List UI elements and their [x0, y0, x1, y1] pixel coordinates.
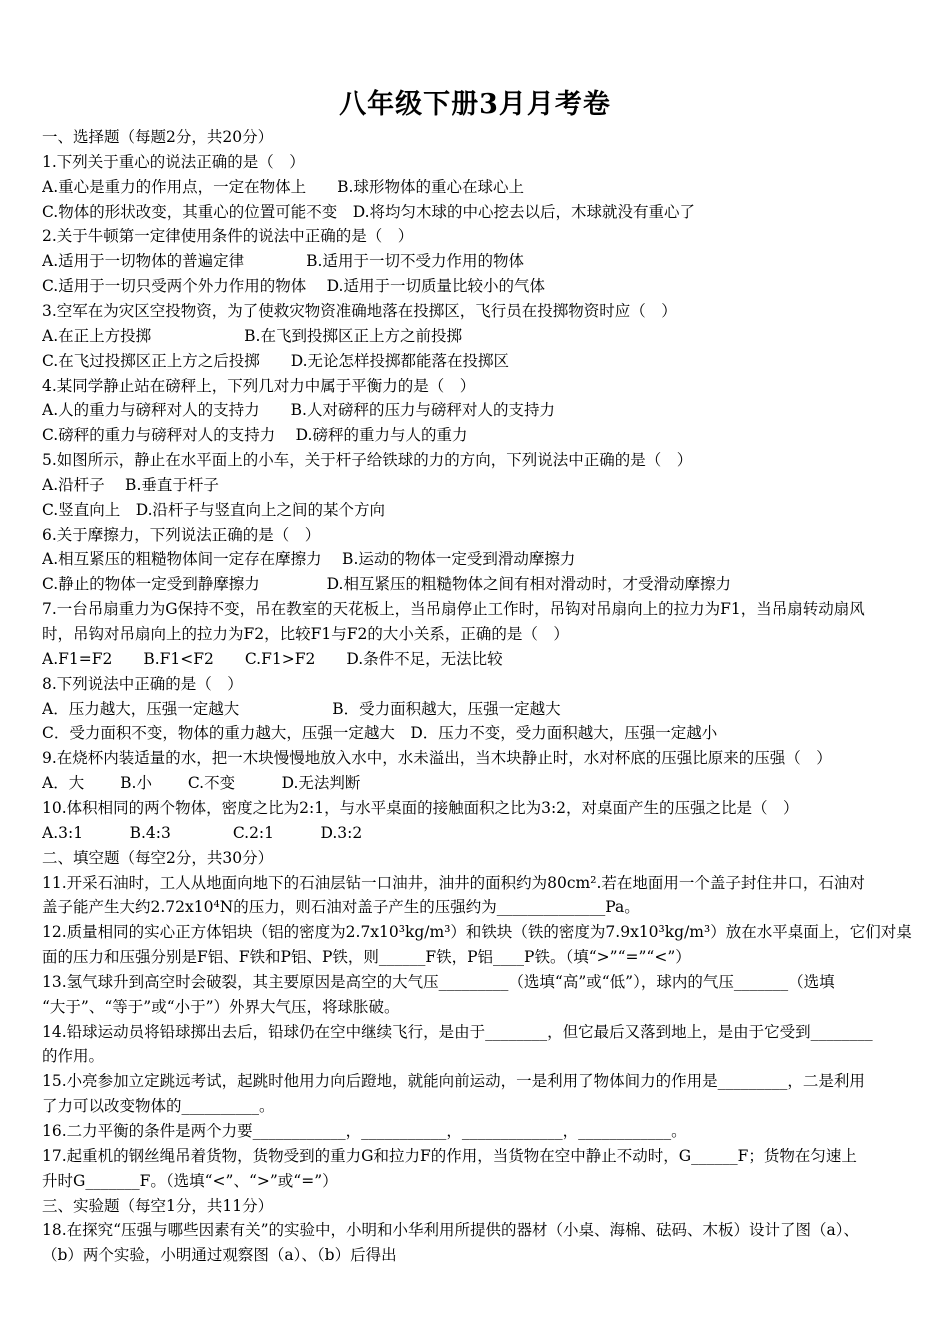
text-line-content: 16.二力平衡的条件是两个力要____________，___________，_____________，____________。: [42, 1122, 687, 1140]
text-line: [42, 1044, 914, 1069]
text-line-content: 11.开采石油时，工人从地面向地下的石油层钻一口油井，油井的面积约为80cm².若在地面用一个盖子封住井口，石油对: [42, 873, 865, 892]
text-line-content: 4.某同学静止站在磅秤上，下列几对力中属于平衡力的是（ ）: [42, 376, 476, 395]
text-line: [42, 1144, 914, 1169]
text-line-content: A.重心是重力的作用点，一定在物体上 B.球形物体的重心在球心上: [42, 177, 524, 196]
text-line-content: 了力可以改变物体的__________。: [42, 1097, 275, 1116]
text-line-content: 10.体积相同的两个物体，密度之比为2:1，与水平桌面的接触面积之比为3:2，对桌面产生的压强之比是（ ）: [42, 798, 799, 817]
text-line-content: A．压力越大，压强一定越大 B．受力面积越大，压强一定越大: [42, 699, 561, 718]
text-line: [42, 1218, 914, 1243]
text-line: [42, 473, 914, 498]
text-line-content: 13.氢气球升到高空时会破裂，其主要原因是高空的大气压_________（选填“高”或“低”），球内的气压_______（选填: [42, 972, 835, 991]
text-line: [42, 1094, 914, 1119]
text-line-content: A.3:1 B.4:3 C.2:1 D.3:2: [42, 823, 363, 842]
text-line: [42, 697, 914, 722]
text-line: [42, 274, 914, 299]
text-line: [42, 647, 914, 672]
text-line: [42, 672, 914, 697]
text-line: [42, 871, 914, 896]
text-line: [42, 721, 914, 746]
text-line-content: 面的压力和压强分别是F铝、F铁和P铝、P铁，则______F铁，P铝____P铁。（填“>”“=”“<”）: [42, 948, 691, 967]
text-line: [42, 1069, 914, 1094]
text-line: [42, 175, 914, 200]
text-line: [42, 1243, 914, 1268]
text-line: [42, 150, 914, 175]
text-line: [42, 1020, 914, 1045]
text-line-content: C.物体的形状改变，其重心的位置可能不变 D.将均匀木球的中心挖去以后，木球就没有重心了: [42, 202, 696, 221]
text-line-content: 17.起重机的钢丝绳吊着货物，货物受到的重力G和拉力F的作用，当货物在空中静止不动时，G______F；货物在匀速上: [42, 1146, 857, 1165]
text-line: [42, 324, 914, 349]
text-line: [42, 1119, 914, 1144]
text-line: [42, 597, 914, 622]
text-line: [42, 895, 914, 920]
text-line-content: A.相互紧压的粗糙物体间一定存在摩擦力 B.运动的物体一定受到滑动摩擦力: [42, 550, 576, 569]
text-line: [42, 622, 914, 647]
text-line: [42, 970, 914, 995]
text-line-content: 二、填空题（每空2分，共30分）: [42, 848, 274, 867]
text-line-content: 一、选择题（每题2分，共20分）: [42, 128, 274, 146]
text-line-content: 9.在烧杯内装适量的水，把一木块慢慢地放入水中，水未溢出，当木块静止时，水对杯底的压强比原来的压强（ ）: [42, 749, 832, 768]
text-line: [42, 448, 914, 473]
text-line-content: 7.一台吊扇重力为G保持不变，吊在教室的天花板上，当吊扇停止工作时，吊钩对吊扇向上的拉力为F1，当吊扇转动扇风: [42, 600, 865, 619]
text-line-content: 12.质量相同的实心正方体铝块（铝的密度为2.7x10³kg/m³）和铁块（铁的密度为7.9x10³kg/m³）放在水平桌面上，它们对桌: [42, 923, 912, 942]
text-line: [42, 200, 914, 225]
text-line: [42, 1169, 914, 1194]
text-line: [42, 821, 914, 846]
text-line-content: 升时G_______F。（选填“<”、“>”或“=”）: [42, 1171, 338, 1190]
text-line: [42, 920, 914, 945]
text-line: [42, 796, 914, 821]
text-line-content: C.静止的物体一定受到静摩擦力 D.相互紧压的粗糙物体之间有相对滑动时，才受滑动摩擦力: [42, 575, 731, 594]
text-line: [42, 945, 914, 970]
text-line-content: 三、实验题（每空1分，共11分）: [42, 1196, 274, 1215]
text-line: [42, 1194, 914, 1219]
text-line: [42, 224, 914, 249]
text-line: [42, 498, 914, 523]
text-line-content: A.适用于一切物体的普遍定律 B.适用于一切不受力作用的物体: [42, 252, 524, 271]
text-line-content: 时，吊钩对吊扇向上的拉力为F2，比较F1与F2的大小关系，正确的是（ ）: [42, 625, 569, 643]
text-line: [42, 572, 914, 597]
text-line-content: C.磅秤的重力与磅秤对人的支持力 D.磅秤的重力与人的重力: [42, 426, 468, 445]
text-line: [42, 299, 914, 324]
text-line-content: 8.下列说法中正确的是（ ）: [42, 674, 243, 693]
text-line-content: A．大 B.小 C.不变 D.无法判断: [42, 774, 361, 793]
text-line-content: 18.在探究“压强与哪些因素有关”的实验中，小明和小华利用所提供的器材（小桌、海棉、砝码、木板）设计了图（a）、: [42, 1221, 859, 1240]
text-line-content: 5.如图所示，静止在水平面上的小车，关于杆子给铁球的力的方向，下列说法中正确的是（ ）: [42, 451, 693, 470]
text-line: [42, 349, 914, 374]
text-line: [42, 771, 914, 796]
text-line-content: A.在正上方投掷 B.在飞到投掷区正上方之前投掷: [42, 326, 462, 345]
text-line: [42, 374, 914, 399]
text-line: [42, 523, 914, 548]
text-line-content: C.适用于一切只受两个外力作用的物体 D.适用于一切质量比较小的气体: [42, 277, 545, 296]
text-line-content: A.F1=F2 B.F1<F2 C.F1>F2 D.条件不足，无法比较: [42, 649, 503, 668]
exam-title: 八年级下册3月月考卷: [339, 89, 611, 120]
text-line-content: 2.关于牛顿第一定律使用条件的说法中正确的是（ ）: [42, 227, 414, 246]
text-line-content: C．受力面积不变，物体的重力越大，压强一定越大 D．压力不变，受力面积越大，压强一定越小: [42, 724, 718, 743]
text-line-content: （b）两个实验，小明通过观察图（a）、（b）后得出: [42, 1246, 397, 1265]
text-line: [42, 398, 914, 423]
text-line: [42, 746, 914, 771]
text-line-content: 6.关于摩擦力，下列说法正确的是（ ）: [42, 525, 321, 544]
text-line-content: A.沿杆子 B.垂直于杆子: [42, 475, 219, 494]
text-line-content: 3.空军在为灾区空投物资，为了使救灾物资准确地落在投掷区，飞行员在投掷物资时应（ ）: [42, 301, 677, 320]
text-line-content: C.竖直向上 D.沿杆子与竖直向上之间的某个方向: [42, 500, 386, 519]
text-line: [42, 125, 914, 150]
text-line-content: 15.小亮参加立定跳远考试，起跳时他用力向后蹬地，就能向前运动，一是利用了物体间力的作用是_________，二是利用: [42, 1072, 865, 1091]
text-line-content: 的作用。: [42, 1047, 105, 1066]
text-line: [42, 846, 914, 871]
text-line: [42, 249, 914, 274]
text-line-content: C.在飞过投掷区正上方之后投掷 D.无论怎样投掷都能落在投掷区: [42, 351, 510, 370]
text-line-content: A.人的重力与磅秤对人的支持力 B.人对磅秤的压力与磅秤对人的支持力: [42, 401, 555, 420]
text-line-content: 14.铅球运动员将铅球掷出去后，铅球仍在空中继续飞行，是由于________，但它最后又落到地上，是由于它受到________: [42, 1022, 873, 1041]
text-line-content: 盖子能产生大约2.72x10⁴N的压力，则石油对盖子产生的压强约为______________Pa。: [42, 898, 640, 917]
text-line: [42, 423, 914, 448]
text-line-content: “大于”、“等于”或“小于”）外界大气压，将球胀破。: [42, 997, 400, 1016]
text-line: [42, 547, 914, 572]
text-line-content: 1.下列关于重心的说法正确的是（ ）: [42, 152, 305, 171]
text-line: [42, 995, 914, 1020]
